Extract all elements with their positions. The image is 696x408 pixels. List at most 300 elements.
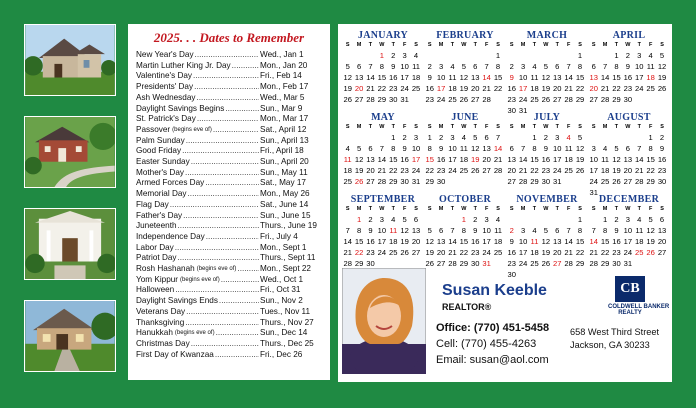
- day-cell: 20: [471, 84, 480, 93]
- day-cell: 24: [518, 259, 528, 268]
- month-name: APRIL: [612, 30, 646, 41]
- weekday-header: W: [379, 206, 385, 212]
- holiday-name: Halloween: [136, 285, 175, 295]
- holiday-date: Thurs., Sept 11: [260, 253, 316, 263]
- weekday-header: T: [637, 124, 641, 130]
- weekday-header: T: [450, 42, 455, 48]
- day-cell: 6: [659, 215, 665, 224]
- day-cell: 15: [575, 73, 585, 82]
- weekday-header: M: [438, 206, 444, 212]
- day-cell: 29: [575, 95, 585, 104]
- day-cell: 17: [553, 155, 562, 164]
- weekday-header: S: [427, 42, 432, 48]
- day-cell: 3: [637, 51, 642, 60]
- day-cell: 5: [577, 133, 583, 142]
- day-cell: 20: [366, 166, 375, 175]
- day-cell: 29: [389, 177, 398, 186]
- holiday-row: [136, 61, 322, 72]
- day-cell: 26: [646, 248, 655, 257]
- month-name: OCTOBER: [439, 194, 491, 205]
- empty-day: [458, 50, 469, 61]
- leader-dots: [219, 296, 259, 307]
- day-cell: 23: [425, 95, 434, 104]
- weekday-header: W: [625, 124, 631, 130]
- day-cell: 7: [520, 144, 526, 153]
- weekday-header: F: [566, 206, 571, 212]
- month-november: [506, 194, 588, 280]
- day-cell: 20: [482, 155, 491, 164]
- day-cell: 15: [600, 237, 610, 246]
- weekday-header: F: [484, 124, 489, 130]
- holiday-row: [136, 82, 322, 93]
- day-cell: 28: [366, 95, 375, 104]
- day-cell: 14: [600, 73, 610, 82]
- day-cell: 3: [625, 215, 630, 224]
- day-cell: 22: [646, 166, 655, 175]
- day-cell: 27: [354, 95, 364, 104]
- leader-dots: [225, 104, 259, 115]
- day-cell: 15: [377, 73, 387, 82]
- day-cell: 1: [648, 133, 653, 142]
- day-cell: 16: [471, 237, 480, 246]
- leader-dots: [185, 318, 259, 329]
- day-cell: 9: [391, 62, 396, 71]
- day-cell: 13: [553, 237, 562, 246]
- holiday-date: Wed., Oct 1: [260, 274, 304, 284]
- day-cell: 15: [612, 73, 621, 82]
- day-cell: 6: [438, 226, 444, 235]
- day-cell: 11: [389, 226, 398, 235]
- day-cell: 9: [614, 226, 619, 235]
- day-cell: 18: [646, 73, 655, 82]
- weekday-header: W: [543, 124, 549, 130]
- day-cell: 24: [553, 166, 562, 175]
- day-cell: 2: [427, 62, 432, 71]
- empty-day: [540, 50, 551, 61]
- weekday-header: S: [509, 206, 514, 212]
- day-cell: 20: [623, 166, 633, 175]
- holiday-date: Thurs., June 19: [260, 221, 317, 231]
- day-cell: 1: [379, 51, 384, 60]
- day-cell: 23: [436, 166, 446, 175]
- weekday-header: T: [368, 42, 373, 48]
- day-cell: 16: [366, 237, 375, 246]
- day-cell: 28: [482, 95, 491, 104]
- leader-dots: [186, 136, 259, 147]
- day-cell: 10: [400, 62, 409, 71]
- day-cell: 25: [459, 166, 469, 175]
- day-cell: 5: [648, 215, 653, 224]
- empty-day: [447, 214, 458, 225]
- month-name: JUNE: [451, 112, 479, 123]
- weekday-header: F: [566, 124, 571, 130]
- empty-day: [506, 132, 517, 143]
- day-cell: 22: [425, 166, 434, 175]
- day-cell: 18: [389, 237, 398, 246]
- weekday-header: S: [591, 206, 596, 212]
- day-cell: 4: [648, 51, 653, 60]
- weekday-header: S: [427, 206, 432, 212]
- empty-day: [552, 50, 563, 61]
- leader-dots: [197, 114, 259, 125]
- weekday-header: T: [614, 206, 619, 212]
- weekday-header: F: [402, 124, 407, 130]
- weekday-header: S: [578, 124, 582, 130]
- holiday-name: Armed Forces Day: [136, 178, 205, 188]
- empty-day: [599, 50, 610, 61]
- day-cell: 1: [427, 133, 432, 142]
- month-grid: [342, 123, 424, 187]
- empty-day: [552, 214, 563, 225]
- day-cell: 10: [518, 73, 528, 82]
- holiday-name: Christmas Day: [136, 338, 190, 348]
- empty-day: [353, 50, 364, 61]
- day-cell: 30: [366, 259, 375, 268]
- day-cell: 3: [450, 133, 455, 142]
- holiday-name: Yom Kippur: [136, 274, 179, 284]
- day-cell: 27: [623, 177, 633, 186]
- day-cell: 28: [377, 177, 387, 186]
- day-cell: 15: [575, 237, 585, 246]
- day-cell: 10: [553, 144, 562, 153]
- day-cell: 23: [400, 166, 409, 175]
- holiday-name: Palm Sunday: [136, 135, 185, 145]
- day-cell: 5: [427, 226, 432, 235]
- day-cell: 1: [495, 51, 501, 60]
- day-cell: 6: [368, 144, 373, 153]
- day-cell: 28: [518, 177, 528, 186]
- day-cell: 26: [400, 248, 409, 257]
- day-cell: 24: [518, 95, 528, 104]
- day-cell: 14: [377, 155, 387, 164]
- empty-day: [424, 50, 435, 61]
- day-cell: 17: [518, 84, 528, 93]
- day-cell: 30: [623, 95, 633, 104]
- holiday-list: [136, 50, 322, 360]
- leader-dots: [193, 71, 259, 82]
- leader-dots: [191, 157, 259, 168]
- day-cell: 8: [379, 62, 384, 71]
- day-cell: 15: [425, 155, 434, 164]
- weekday-header: T: [473, 124, 477, 130]
- holiday-date: Sat., May 17: [260, 178, 306, 188]
- day-cell: 6: [413, 215, 419, 224]
- day-cell: 26: [541, 95, 551, 104]
- day-cell: 4: [413, 51, 419, 60]
- holiday-date: Fri., Feb 14: [260, 71, 302, 81]
- day-cell: 4: [566, 133, 571, 142]
- house-photos: [24, 24, 116, 392]
- holiday-note: (begins eve of): [180, 276, 220, 283]
- day-cell: 22: [600, 248, 610, 257]
- holiday-name: New Year's Day: [136, 50, 194, 59]
- empty-day: [353, 132, 364, 143]
- holiday-note: (begins eve of): [172, 126, 212, 133]
- day-cell: 9: [509, 237, 514, 246]
- day-cell: 31: [553, 177, 562, 186]
- holiday-name: Memorial Day: [136, 189, 187, 199]
- weekday-header: T: [637, 42, 641, 48]
- month-april: [588, 30, 670, 105]
- weekday-header: T: [614, 124, 619, 130]
- day-cell: 5: [543, 62, 548, 71]
- holiday-row: [136, 104, 322, 115]
- day-cell: 2: [625, 51, 630, 60]
- holiday-name: Passover: [136, 124, 171, 134]
- day-cell: 11: [448, 73, 457, 82]
- holiday-name: Daylight Savings Ends: [136, 296, 218, 306]
- day-cell: 26: [575, 166, 585, 175]
- holiday-name: Martin Luther King Jr. Day: [136, 60, 231, 70]
- day-cell: 23: [471, 248, 480, 257]
- empty-day: [342, 214, 353, 225]
- holiday-date: Mon., Jan 20: [260, 60, 308, 70]
- day-cell: 11: [564, 144, 573, 153]
- day-cell: 12: [400, 226, 409, 235]
- weekday-header: S: [427, 124, 432, 130]
- empty-day: [634, 132, 645, 143]
- day-cell: 25: [411, 84, 421, 93]
- day-cell: 22: [612, 84, 621, 93]
- day-cell: 31: [482, 259, 491, 268]
- day-cell: 10: [411, 144, 421, 153]
- day-cell: 22: [575, 84, 585, 93]
- day-cell: 13: [354, 73, 364, 82]
- day-cell: 4: [532, 226, 537, 235]
- day-cell: 7: [368, 62, 373, 71]
- weekday-header: T: [614, 42, 619, 48]
- weekday-header: M: [356, 206, 362, 212]
- leader-dots: [188, 189, 259, 200]
- leader-dots: [215, 350, 259, 361]
- house-photo-2: [24, 116, 116, 188]
- day-cell: 30: [507, 106, 516, 115]
- month-july: [506, 112, 588, 187]
- holiday-date: Sun., June 15: [260, 210, 311, 220]
- day-cell: 5: [659, 51, 665, 60]
- day-cell: 28: [564, 259, 573, 268]
- day-cell: 16: [541, 155, 551, 164]
- day-cell: 4: [391, 215, 396, 224]
- day-cell: 12: [343, 73, 352, 82]
- day-cell: 6: [555, 62, 560, 71]
- day-cell: 11: [412, 62, 420, 71]
- day-cell: 7: [450, 226, 455, 235]
- holiday-row: [136, 136, 322, 147]
- day-cell: 30: [612, 259, 621, 268]
- weekday-header: T: [532, 42, 537, 48]
- holiday-name: Daylight Savings Begins: [136, 103, 225, 113]
- holiday-date: Fri., Oct 31: [260, 285, 301, 295]
- day-cell: 24: [411, 166, 421, 175]
- day-cell: 20: [354, 84, 364, 93]
- day-cell: 1: [391, 133, 396, 142]
- day-cell: 27: [482, 166, 491, 175]
- house-photo-4: [24, 300, 116, 372]
- day-cell: 19: [343, 84, 352, 93]
- day-cell: 29: [530, 177, 539, 186]
- day-cell: 14: [564, 73, 573, 82]
- weekday-header: F: [566, 42, 571, 48]
- day-cell: 22: [389, 166, 398, 175]
- day-cell: 19: [612, 166, 621, 175]
- month-grid: [506, 41, 588, 116]
- holiday-name: Ash Wednesday: [136, 92, 196, 102]
- holiday-row: [136, 328, 322, 339]
- day-cell: 29: [377, 95, 387, 104]
- day-cell: 8: [391, 144, 396, 153]
- empty-day: [611, 132, 622, 143]
- weekday-header: T: [637, 206, 641, 212]
- weekday-header: T: [555, 124, 559, 130]
- day-cell: 2: [402, 133, 407, 142]
- day-cell: 27: [553, 259, 562, 268]
- leader-dots: [178, 221, 259, 232]
- day-cell: 31: [623, 259, 633, 268]
- day-cell: 2: [509, 62, 514, 71]
- empty-day: [470, 50, 481, 61]
- weekday-header: M: [520, 124, 526, 130]
- day-cell: 5: [543, 226, 548, 235]
- day-cell: 17: [448, 155, 457, 164]
- day-cell: 18: [459, 155, 469, 164]
- weekday-header: M: [602, 42, 608, 48]
- leader-dots: [183, 211, 259, 222]
- leader-dots: [182, 146, 259, 157]
- day-cell: 21: [377, 166, 387, 175]
- day-cell: 15: [354, 237, 364, 246]
- day-cell: 16: [400, 155, 409, 164]
- day-cell: 11: [459, 144, 468, 153]
- day-cell: 6: [356, 62, 362, 71]
- empty-day: [435, 50, 446, 61]
- day-cell: 30: [389, 95, 398, 104]
- day-cell: 12: [459, 73, 469, 82]
- day-cell: 8: [648, 144, 653, 153]
- holiday-date: Tues., Nov 11: [260, 306, 311, 316]
- weekday-header: S: [345, 124, 350, 130]
- weekday-header: T: [391, 206, 395, 212]
- day-cell: 16: [507, 248, 516, 257]
- agent-photo: [342, 268, 426, 374]
- weekday-header: W: [379, 124, 385, 130]
- empty-day: [365, 50, 376, 61]
- weekday-header: S: [496, 124, 500, 130]
- holiday-name: First Day of Kwanzaa: [136, 349, 214, 359]
- day-cell: 26: [459, 95, 469, 104]
- weekday-header: W: [543, 42, 549, 48]
- day-cell: 14: [564, 237, 573, 246]
- day-cell: 1: [577, 215, 583, 224]
- day-cell: 18: [600, 166, 610, 175]
- day-cell: 12: [541, 73, 551, 82]
- weekday-header: M: [356, 42, 362, 48]
- day-cell: 12: [425, 237, 434, 246]
- day-cell: 7: [495, 133, 501, 142]
- weekday-header: S: [591, 124, 596, 130]
- day-cell: 19: [354, 166, 364, 175]
- holiday-name: Independence Day: [136, 231, 205, 241]
- month-grid: [424, 123, 506, 187]
- weekday-header: T: [473, 206, 477, 212]
- weekday-header: S: [345, 206, 350, 212]
- day-cell: 19: [541, 248, 551, 257]
- day-cell: 16: [612, 237, 621, 246]
- day-cell: 1: [614, 51, 619, 60]
- day-cell: 5: [345, 62, 350, 71]
- leader-dots: [175, 243, 259, 254]
- day-cell: 22: [459, 248, 469, 257]
- day-cell: 28: [343, 259, 352, 268]
- day-cell: 11: [530, 73, 539, 82]
- day-cell: 23: [612, 248, 621, 257]
- day-cell: 14: [493, 144, 503, 153]
- holiday-row: [136, 275, 322, 286]
- day-cell: 8: [577, 226, 583, 235]
- day-cell: 8: [532, 144, 537, 153]
- day-cell: 18: [635, 237, 644, 246]
- day-cell: 30: [471, 259, 480, 268]
- month-name: FEBRUARY: [436, 30, 494, 41]
- day-cell: 24: [436, 95, 446, 104]
- month-grid: [424, 205, 506, 269]
- day-cell: 9: [625, 62, 630, 71]
- day-cell: 7: [637, 144, 642, 153]
- leader-dots: [232, 61, 259, 72]
- day-cell: 17: [436, 84, 446, 93]
- holiday-date: Fri., July 4: [260, 231, 298, 241]
- holiday-name: Labor Day: [136, 242, 174, 252]
- day-cell: 16: [623, 73, 633, 82]
- day-cell: 7: [484, 62, 489, 71]
- day-cell: 24: [448, 166, 457, 175]
- holiday-name: Father's Day: [136, 210, 183, 220]
- day-cell: 28: [589, 259, 598, 268]
- day-cell: 15: [646, 155, 655, 164]
- empty-day: [435, 214, 446, 225]
- month-grid: [506, 123, 588, 187]
- day-cell: 30: [541, 177, 551, 186]
- day-cell: 3: [379, 215, 384, 224]
- day-cell: 29: [612, 95, 621, 104]
- weekday-header: T: [473, 42, 477, 48]
- day-cell: 2: [509, 226, 514, 235]
- holiday-name: Valentine's Day: [136, 71, 193, 81]
- month-grid: [342, 205, 424, 269]
- empty-day: [517, 132, 528, 143]
- day-cell: 9: [368, 226, 373, 235]
- empty-day: [540, 214, 551, 225]
- weekday-header: S: [578, 206, 582, 212]
- weekday-header: W: [461, 206, 467, 212]
- day-cell: 15: [459, 237, 469, 246]
- day-cell: 31: [400, 95, 409, 104]
- holiday-name: Thanksgiving: [136, 317, 185, 327]
- day-cell: 7: [602, 62, 608, 71]
- leader-dots: [186, 307, 259, 318]
- month-name: MAY: [371, 112, 395, 123]
- month-march: [506, 30, 588, 116]
- holiday-date: Sun., April 13: [260, 135, 309, 145]
- day-cell: 26: [541, 259, 551, 268]
- month-name: DECEMBER: [598, 194, 660, 205]
- day-cell: 5: [473, 133, 478, 142]
- day-cell: 23: [541, 166, 551, 175]
- weekday-header: S: [414, 124, 418, 130]
- day-cell: 13: [436, 237, 446, 246]
- weekday-header: S: [509, 124, 514, 130]
- dates-to-remember-panel: [128, 24, 330, 380]
